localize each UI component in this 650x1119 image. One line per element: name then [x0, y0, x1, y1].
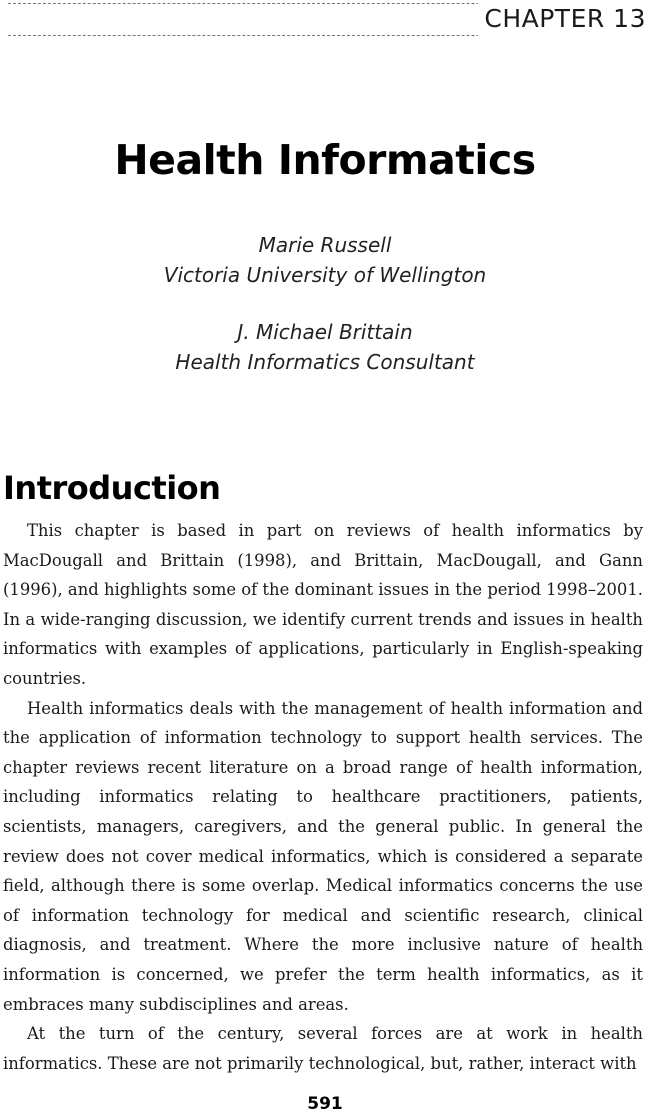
- chapter-label: CHAPTER 13: [478, 1, 646, 37]
- chapter-header: [0, 0, 650, 40]
- chapter-title: Health Informatics: [114, 136, 536, 184]
- paragraph: Health informatics deals with the management of health information and the application of information technology to support health services. The chapter reviews recent literature on a broad range of health information, including informatics relating to healthcare practitioners, patients, scientists, managers, caregivers, and the general public. In general the review does not cover medical informatics, which is considered a separate field, although there is some overlap. Medical informatics concerns the use of information technology for medical and scientific research, clinical diagnosis, and treatment. Where the more inclusive nature of health information is concerned, we prefer the term health informatics, as it embraces many subdisciplines and areas.: [3, 698, 643, 1014]
- section-heading: Introduction: [3, 469, 221, 507]
- author-name: J. Michael Brittain: [237, 320, 413, 344]
- paragraph: At the turn of the century, several forces are at work in health informatics. These are not primarily technological, but, rather, interact with: [3, 1024, 643, 1073]
- paragraph: This chapter is based in part on reviews of health informatics by MacDougall and Brittain (1998), and Brittain, MacDougall, and Gann (1996), and highlights some of the dominant issues in the period 1998–2001. In a wide-ranging discussion, we identify current trends and issues in health informatics with examples of applications, particularly in English-speaking countries.: [3, 521, 643, 688]
- author-name: Marie Russell: [258, 233, 392, 257]
- author-affiliation: Health Informatics Consultant: [175, 350, 475, 374]
- body-text: [3, 516, 643, 1078]
- page-number: 591: [307, 1094, 343, 1114]
- author-affiliation: Victoria University of Wellington: [163, 263, 487, 287]
